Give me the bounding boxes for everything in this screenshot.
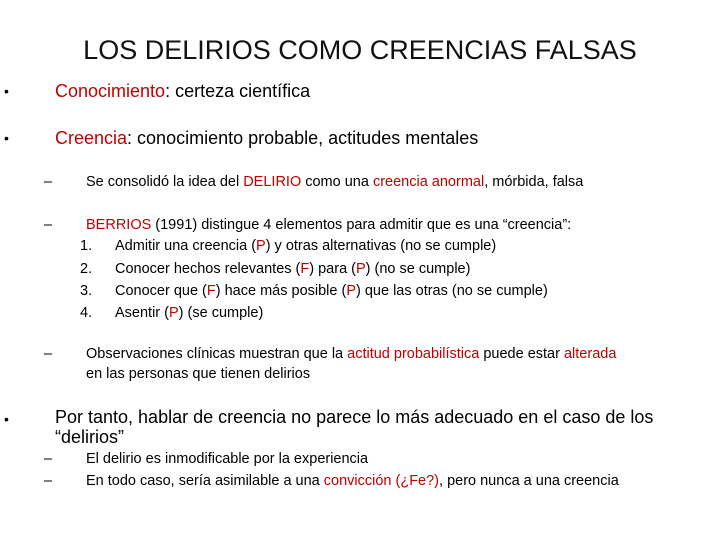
term-creencia: Creencia bbox=[55, 128, 128, 148]
dash-marker: – bbox=[44, 473, 53, 489]
bullet-dot: • bbox=[4, 130, 9, 146]
dash-marker: – bbox=[44, 174, 53, 190]
dash-marker: – bbox=[44, 217, 53, 233]
bullet-dot: • bbox=[4, 83, 9, 99]
term-conviccion: convicción (¿Fe?) bbox=[323, 473, 440, 489]
term-actitud-probabilistica: actitud probabilística bbox=[347, 346, 480, 362]
bullet-dot: • bbox=[4, 411, 9, 427]
term-berrios: BERRIOS bbox=[86, 217, 152, 233]
bullet-text: : conocimiento probable, actitudes mentales bbox=[127, 128, 479, 148]
term-creencia-anormal: creencia anormal bbox=[372, 174, 485, 190]
slide-title: LOS DELIRIOS COMO CREENCIAS FALSAS bbox=[83, 35, 637, 65]
term-alterada: alterada bbox=[563, 346, 617, 362]
dash-marker: – bbox=[44, 346, 53, 362]
term-conocimiento: Conocimiento bbox=[55, 81, 166, 101]
slide: LOS DELIRIOS COMO CREENCIAS FALSAS • Conocimiento: certeza científica • Creencia: conocimiento probable, actitudes mentales – Se consolidó la idea del DELIRIO como una creencia anormal, mórbida, falsa – BERRIOS (1991) distingue 4 elementos para admitir que es una “creencia”: 1. Admitir una creencia (P) y otras alternativas (no se cumple) 2. Conocer hechos relevantes (F) para (P) (no se cumple) 3. Conocer que (F) hace más posible (P) que las otras (no se cumple) 4. Asentir (P) (se cumple) – Observaciones clínicas muestran que la actitud probabilística puede estar alterada en las personas que tienen delirios • Por tanto, hablar de creencia no parece lo más adecuado en el caso de los “delirios” – El delirio es inmodificable por la experiencia – En todo caso, sería asimilable a una convicción (¿Fe?), pero nunca a una creencia bbox=[0, 0, 720, 540]
dash-marker: – bbox=[44, 451, 53, 467]
term-delirio: DELIRIO bbox=[243, 174, 302, 190]
bullet-text: : certeza científica bbox=[165, 81, 311, 101]
